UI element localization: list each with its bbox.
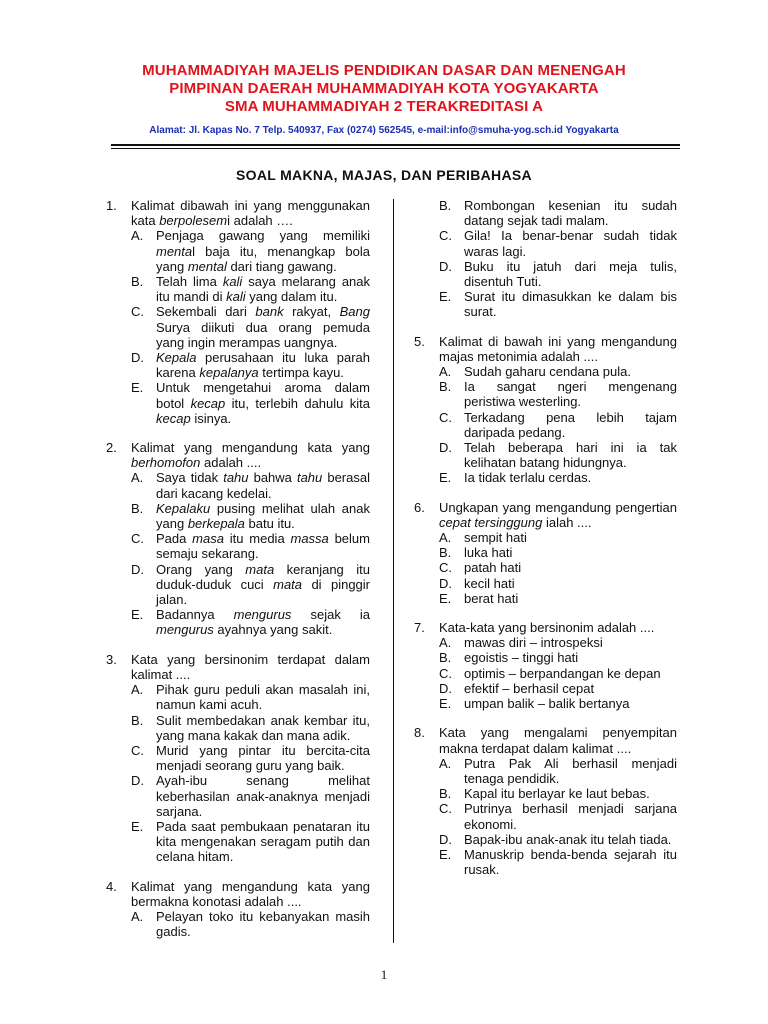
option-letter: A. — [439, 755, 452, 771]
option-text: Kepalaku pusing melihat ulah anak yang berkepala batu itu. — [156, 500, 370, 532]
option-text: Penjaga gawang yang memiliki mental baja itu, menangkap bola yang mental dari tiang gawang. — [156, 228, 370, 274]
option-letter: D. — [131, 561, 144, 577]
answer-option — [131, 304, 370, 350]
question-number: 7. — [414, 620, 425, 636]
option-text: Buku itu jatuh dari meja tulis, disentuh Tuti. — [464, 258, 677, 290]
question-item — [414, 725, 677, 877]
option-letter: A. — [131, 228, 144, 244]
option-letter: C. — [439, 228, 452, 244]
question-number: 1. — [106, 198, 117, 213]
option-text: Ayah-ibu senang melihat keberhasilan anak-anaknya menjadi sarjana. — [156, 773, 370, 819]
option-text: Telah lima kali saya melarang anak itu mandi di kali yang dalam itu. — [156, 274, 371, 305]
answer-option — [439, 530, 677, 545]
answer-option — [131, 228, 370, 274]
question-stem — [106, 652, 370, 682]
option-letter: B. — [439, 650, 452, 666]
question-text: Kata yang bersinonim terdapat dalam kalimat .... — [131, 651, 370, 682]
document-title: SOAL MAKNA, MAJAS, DAN PERIBAHASA — [236, 167, 532, 183]
option-text: Gila! Ia benar-benar sudah tidak waras lagi. — [464, 228, 677, 259]
option-text: Putrinya berhasil menjadi sarjana ekonomi. — [464, 801, 677, 832]
option-letter: C. — [439, 560, 452, 576]
page-number: 1 — [380, 967, 388, 982]
question-stem — [106, 198, 370, 228]
question-item — [414, 198, 677, 320]
option-letter: C. — [439, 801, 452, 817]
header-rule-thick — [111, 144, 680, 146]
option-letter: D. — [439, 575, 452, 591]
letterhead — [0, 62, 768, 116]
answer-option — [439, 681, 677, 696]
option-text: Rombongan kesenian itu sudah datang sejak tadi malam. — [464, 198, 677, 229]
question-stem — [414, 500, 677, 530]
letterhead-line-1: MUHAMMADIYAH MAJELIS PENDIDIKAN DASAR DAN MENENGAH — [142, 62, 626, 79]
answer-option — [439, 364, 677, 379]
option-text: optimis – berpandangan ke depan — [464, 665, 661, 681]
option-letter: E. — [131, 380, 144, 396]
answer-option — [439, 786, 677, 801]
option-letter: E. — [439, 470, 452, 486]
option-text: Murid yang pintar itu bercita-cita menjadi seorang guru yang baik. — [156, 742, 370, 774]
answer-option — [131, 909, 370, 939]
answer-option — [439, 379, 677, 409]
option-text: Ia sangat ngeri mengenang peristiwa westerling. — [464, 379, 677, 410]
option-text: Kapal itu berlayar ke laut bebas. — [464, 786, 650, 802]
option-letter: B. — [131, 274, 144, 290]
question-stem — [414, 334, 677, 364]
answer-option — [131, 274, 370, 304]
option-letter: A. — [439, 364, 452, 380]
option-letter: E. — [131, 607, 144, 623]
answer-option — [439, 289, 677, 319]
question-number: 2. — [106, 440, 117, 456]
option-text: Surat itu dimasukkan ke dalam bis surat. — [464, 289, 677, 320]
option-text: Sulit membedakan anak kembar itu, yang mana kakak dan mana adik. — [156, 712, 370, 743]
option-letter: C. — [131, 304, 144, 320]
option-letter: E. — [439, 846, 452, 862]
option-letter: B. — [439, 379, 452, 395]
answer-option — [439, 259, 677, 289]
option-letter: A. — [131, 682, 144, 698]
question-text: Kalimat di bawah ini yang mengandung majas metonimia adalah .... — [439, 333, 677, 364]
question-number: 8. — [414, 725, 425, 741]
question-number: 4. — [106, 878, 117, 894]
option-letter: D. — [131, 773, 144, 789]
option-letter: A. — [439, 635, 452, 651]
option-text: Putra Pak Ali berhasil menjadi tenaga pendidik. — [464, 755, 677, 786]
option-letter: C. — [439, 409, 452, 425]
option-text: Sekembali dari bank rakyat, Bang Surya diikuti dua orang pemuda yang ingin merampas uangnya. — [156, 304, 370, 350]
school-address: Alamat: Jl. Kapas No. 7 Telp. 540937, Fax (0274) 562545, e-mail:info@smuha-yog.sch.id Yogyakarta — [149, 125, 619, 136]
option-text: Pelayan toko itu kebanyakan masih gadis. — [156, 908, 370, 940]
answer-option — [439, 847, 677, 877]
answer-option — [131, 773, 370, 819]
question-number: 6. — [414, 499, 425, 515]
option-letter: A. — [131, 908, 144, 924]
answer-option — [439, 666, 677, 681]
option-letter: B. — [131, 500, 144, 516]
option-text: patah hati — [464, 560, 522, 576]
question-item — [414, 500, 677, 606]
answer-option — [131, 531, 370, 561]
answer-option — [439, 832, 677, 847]
option-letter: B. — [439, 786, 452, 802]
letterhead-line-2: PIMPINAN DAERAH MUHAMMADIYAH KOTA YOGYAKARTA — [169, 80, 599, 97]
option-text: Kepala perusahaan itu luka parah karena kepalanya tertimpa kayu. — [156, 350, 370, 381]
answer-option — [131, 713, 370, 743]
question-text: Kalimat yang mengandung kata yang berhomofon adalah .... — [131, 440, 370, 471]
option-text: Pada masa itu media massa belum semaju sekarang. — [156, 531, 370, 562]
option-letter: D. — [439, 680, 452, 696]
answer-option — [131, 743, 370, 773]
question-item — [106, 879, 370, 940]
option-text: Terkadang pena lebih tajam daripada pedang. — [464, 409, 677, 440]
answer-option — [439, 650, 677, 665]
option-letter: B. — [439, 545, 452, 561]
option-letter: D. — [131, 350, 144, 366]
option-text: Badannya mengurus sejak ia mengurus ayahnya yang sakit. — [156, 607, 370, 638]
option-letter: B. — [131, 712, 144, 728]
option-letter: C. — [131, 531, 144, 547]
option-text: Untuk mengetahui aroma dalam botol kecap itu, terlebih dahulu kita kecap isinya. — [156, 380, 370, 426]
option-letter: E. — [439, 289, 452, 305]
option-letter: A. — [439, 530, 452, 546]
question-text: Ungkapan yang mengandung pengertian cepat tersinggung ialah .... — [439, 499, 677, 530]
question-column-right — [414, 198, 677, 891]
question-number: 3. — [106, 651, 117, 667]
option-letter: C. — [131, 742, 144, 758]
question-text: Kalimat yang mengandung kata yang bermakna konotasi adalah .... — [131, 878, 370, 909]
option-letter: B. — [439, 198, 452, 213]
option-text: Orang yang mata keranjang itu duduk-duduk cuci mata di pinggir jalan. — [156, 561, 370, 608]
option-text: Pihak guru peduli akan masalah ini, namun kami acuh. — [156, 682, 370, 713]
option-letter: C. — [439, 665, 452, 681]
answer-option — [439, 560, 677, 575]
answer-option — [439, 440, 677, 470]
question-item — [106, 652, 370, 865]
option-text: Manuskrip benda-benda sejarah itu rusak. — [464, 846, 677, 878]
question-number: 5. — [414, 333, 425, 349]
option-text: mawas diri – introspeksi — [464, 635, 603, 651]
option-text: umpan balik – balik bertanya — [464, 696, 630, 712]
option-text: Ia tidak terlalu cerdas. — [464, 470, 592, 486]
question-stem — [106, 879, 370, 909]
option-letter: D. — [439, 831, 452, 847]
answer-option — [131, 350, 370, 380]
column-divider — [393, 199, 394, 943]
answer-option — [439, 545, 677, 560]
option-text: egoistis – tinggi hati — [464, 650, 579, 666]
answer-option — [439, 410, 677, 440]
answer-option — [439, 470, 677, 485]
question-stem — [414, 725, 677, 755]
option-text: Sudah gaharu cendana pula. — [464, 364, 631, 380]
option-text: Pada saat pembukaan penataran itu kita mengenakan seragam putih dan celana hitam. — [156, 818, 370, 865]
option-letter: D. — [439, 258, 452, 274]
answer-option — [131, 819, 370, 865]
answer-option — [439, 198, 677, 228]
answer-option — [439, 591, 677, 606]
option-letter: A. — [131, 470, 144, 486]
question-stem — [414, 620, 677, 635]
option-text: berat hati — [464, 590, 519, 606]
question-item — [106, 440, 370, 638]
answer-option — [439, 635, 677, 650]
option-text: sempit hati — [464, 530, 527, 546]
header-rule-thin — [111, 148, 680, 149]
option-text: kecil hati — [464, 575, 515, 591]
question-text: Kata-kata yang bersinonim adalah .... — [439, 620, 655, 636]
answer-option — [439, 696, 677, 711]
question-stem — [106, 440, 370, 470]
option-text: Bapak-ibu anak-anak itu telah tiada. — [464, 831, 672, 847]
question-column-left — [106, 198, 370, 953]
answer-option — [439, 756, 677, 786]
question-item — [414, 334, 677, 486]
option-text: Telah beberapa hari ini ia tak kelihatan batang hidungnya. — [464, 440, 677, 471]
answer-option — [131, 501, 370, 531]
answer-option — [131, 562, 370, 608]
letterhead-line-3: SMA MUHAMMADIYAH 2 TERAKREDITASI A — [224, 98, 544, 115]
option-text: luka hati — [464, 545, 513, 561]
answer-option — [131, 380, 370, 426]
question-item — [414, 620, 677, 711]
answer-option — [131, 607, 370, 637]
question-item — [106, 198, 370, 426]
option-letter: D. — [439, 440, 452, 456]
option-text: Saya tidak tahu bahwa tahu berasal dari kacang kedelai. — [156, 470, 370, 501]
answer-option — [131, 470, 370, 500]
question-text: Kalimat dibawah ini yang menggunakan kata berpolesemi adalah …. — [131, 198, 370, 229]
option-letter: E. — [131, 818, 144, 834]
answer-option — [131, 682, 370, 712]
question-text: Kata yang mengalami penyempitan makna terdapat dalam kalimat .... — [439, 725, 677, 756]
answer-option — [439, 576, 677, 591]
option-letter: E. — [439, 590, 452, 606]
answer-option — [439, 228, 677, 258]
option-text: efektif – berhasil cepat — [464, 680, 595, 696]
answer-option — [439, 801, 677, 831]
option-letter: E. — [439, 696, 452, 712]
